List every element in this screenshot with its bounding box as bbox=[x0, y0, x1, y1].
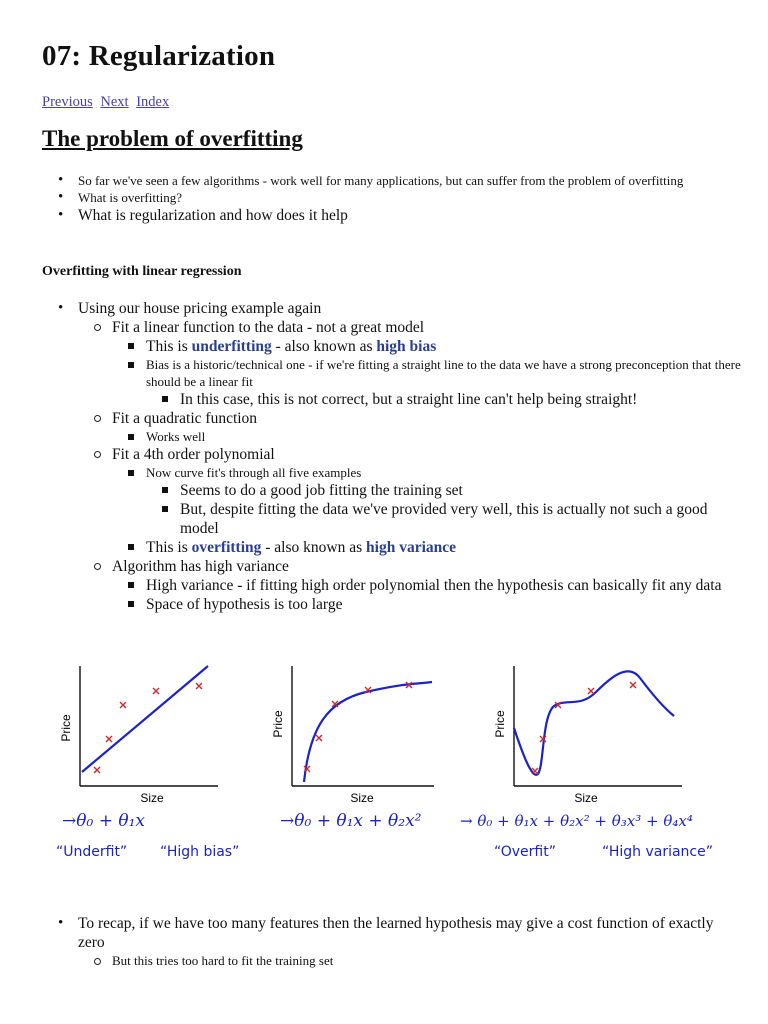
list-item bbox=[112, 337, 742, 356]
list-item bbox=[78, 318, 742, 409]
list-item: Seems to do a good job fitting the training set bbox=[146, 481, 742, 500]
formula-quadratic: →θ₀ + θ₁x + θ₂x² bbox=[280, 811, 422, 831]
previous-link[interactable]: Previous bbox=[42, 94, 93, 110]
list-item: But this tries too hard to fit the training set bbox=[78, 952, 742, 969]
page-title: 07: Regularization bbox=[42, 40, 276, 72]
list-item bbox=[112, 464, 742, 538]
list-item bbox=[78, 557, 742, 614]
list-item: In this case, this is not correct, but a straight line can't help being straight! bbox=[146, 390, 742, 409]
data-point bbox=[630, 682, 636, 688]
x-label: Size bbox=[140, 791, 164, 805]
data-point bbox=[106, 736, 112, 742]
outline-root: Using our house pricing example again bbox=[78, 300, 322, 317]
outline-list bbox=[42, 299, 742, 614]
panel-underfit bbox=[56, 666, 239, 860]
data-point bbox=[94, 767, 100, 773]
tag-overfit: “Overfit” bbox=[494, 844, 556, 860]
list-item bbox=[78, 445, 742, 557]
formula-underfit: →θ₀ + θ₁x bbox=[62, 811, 145, 831]
list-item: • What is overfitting? bbox=[42, 189, 742, 206]
data-point bbox=[588, 688, 594, 694]
bias-note: Bias is a historic/technical one - if we're fitting a straight line to the data we have a strong preconception that there should be a linear fit bbox=[146, 357, 741, 389]
data-point bbox=[196, 683, 202, 689]
text: This is bbox=[146, 539, 192, 556]
y-label: Price bbox=[493, 710, 507, 738]
data-points bbox=[304, 682, 412, 772]
overfitting-figure bbox=[48, 656, 738, 876]
overfitting-term: overfitting bbox=[191, 539, 262, 556]
data-point bbox=[153, 688, 159, 694]
underfitting-term: underfitting bbox=[191, 338, 272, 355]
list-item: • So far we've seen a few algorithms - work well for many applications, but can suffer from the problem of overfitting bbox=[42, 172, 742, 189]
linear-label: Fit a linear function to the data - bbox=[112, 319, 317, 336]
panel-quadratic bbox=[271, 666, 434, 831]
recap-list bbox=[42, 914, 742, 969]
list-item bbox=[78, 409, 742, 445]
list-item: Space of hypothesis is too large bbox=[112, 595, 742, 614]
list-item: Works well bbox=[112, 428, 742, 445]
fit-curve bbox=[304, 682, 432, 782]
formula-overfit: → θ₀ + θ₁x + θ₂x² + θ₃x³ + θ₄x⁴ bbox=[460, 812, 693, 830]
data-point bbox=[532, 768, 538, 774]
figure-svg bbox=[48, 656, 738, 876]
list-item bbox=[112, 538, 742, 557]
section-title: The problem of overfitting bbox=[42, 126, 303, 151]
y-label: Price bbox=[271, 710, 285, 738]
nav-links bbox=[42, 94, 173, 111]
high-bias-term: high bias bbox=[376, 338, 437, 355]
list-item: • What is regularization and how does it help bbox=[42, 206, 742, 225]
data-point bbox=[316, 735, 322, 741]
tag-underfit: “Underfit” bbox=[56, 844, 128, 860]
variance-label: Algorithm has high variance bbox=[112, 558, 289, 575]
poly-label: Fit a 4th order polynomial bbox=[112, 446, 275, 463]
fit-curve bbox=[514, 671, 674, 775]
panel-overfit bbox=[460, 666, 713, 860]
index-link[interactable]: Index bbox=[136, 94, 170, 110]
subheading: Overfitting with linear regression bbox=[42, 264, 242, 279]
tag-high-variance: “High variance” bbox=[602, 844, 713, 860]
text: This is bbox=[146, 338, 192, 355]
text: - also known as bbox=[271, 338, 377, 355]
data-point bbox=[120, 702, 126, 708]
recap-text: To recap, if we have too many features then the learned hypothesis may give a cost function of exactly zero bbox=[78, 915, 714, 951]
next-link[interactable]: Next bbox=[100, 94, 129, 110]
list-item bbox=[112, 356, 742, 409]
list-item bbox=[42, 299, 742, 614]
y-label: Price bbox=[59, 714, 73, 742]
x-label: Size bbox=[350, 791, 374, 805]
fit-line bbox=[82, 666, 208, 772]
tag-high-bias: “High bias” bbox=[160, 844, 240, 860]
list-item: But, despite fitting the data we've provided very well, this is actually not such a good model bbox=[146, 500, 742, 538]
linear-label-post: not a great model bbox=[316, 319, 425, 336]
text: - also known as bbox=[261, 539, 367, 556]
high-variance-term: high variance bbox=[366, 539, 457, 556]
data-points bbox=[532, 682, 636, 774]
x-label: Size bbox=[574, 791, 598, 805]
data-points bbox=[94, 683, 202, 773]
quadratic-label: Fit a quadratic function bbox=[112, 410, 258, 427]
intro-list bbox=[42, 172, 742, 225]
poly-note: Now curve fit's through all five examples bbox=[146, 465, 362, 480]
list-item bbox=[42, 914, 742, 969]
list-item: High variance - if fitting high order polynomial then the hypothesis can basically fit any data bbox=[112, 576, 742, 595]
